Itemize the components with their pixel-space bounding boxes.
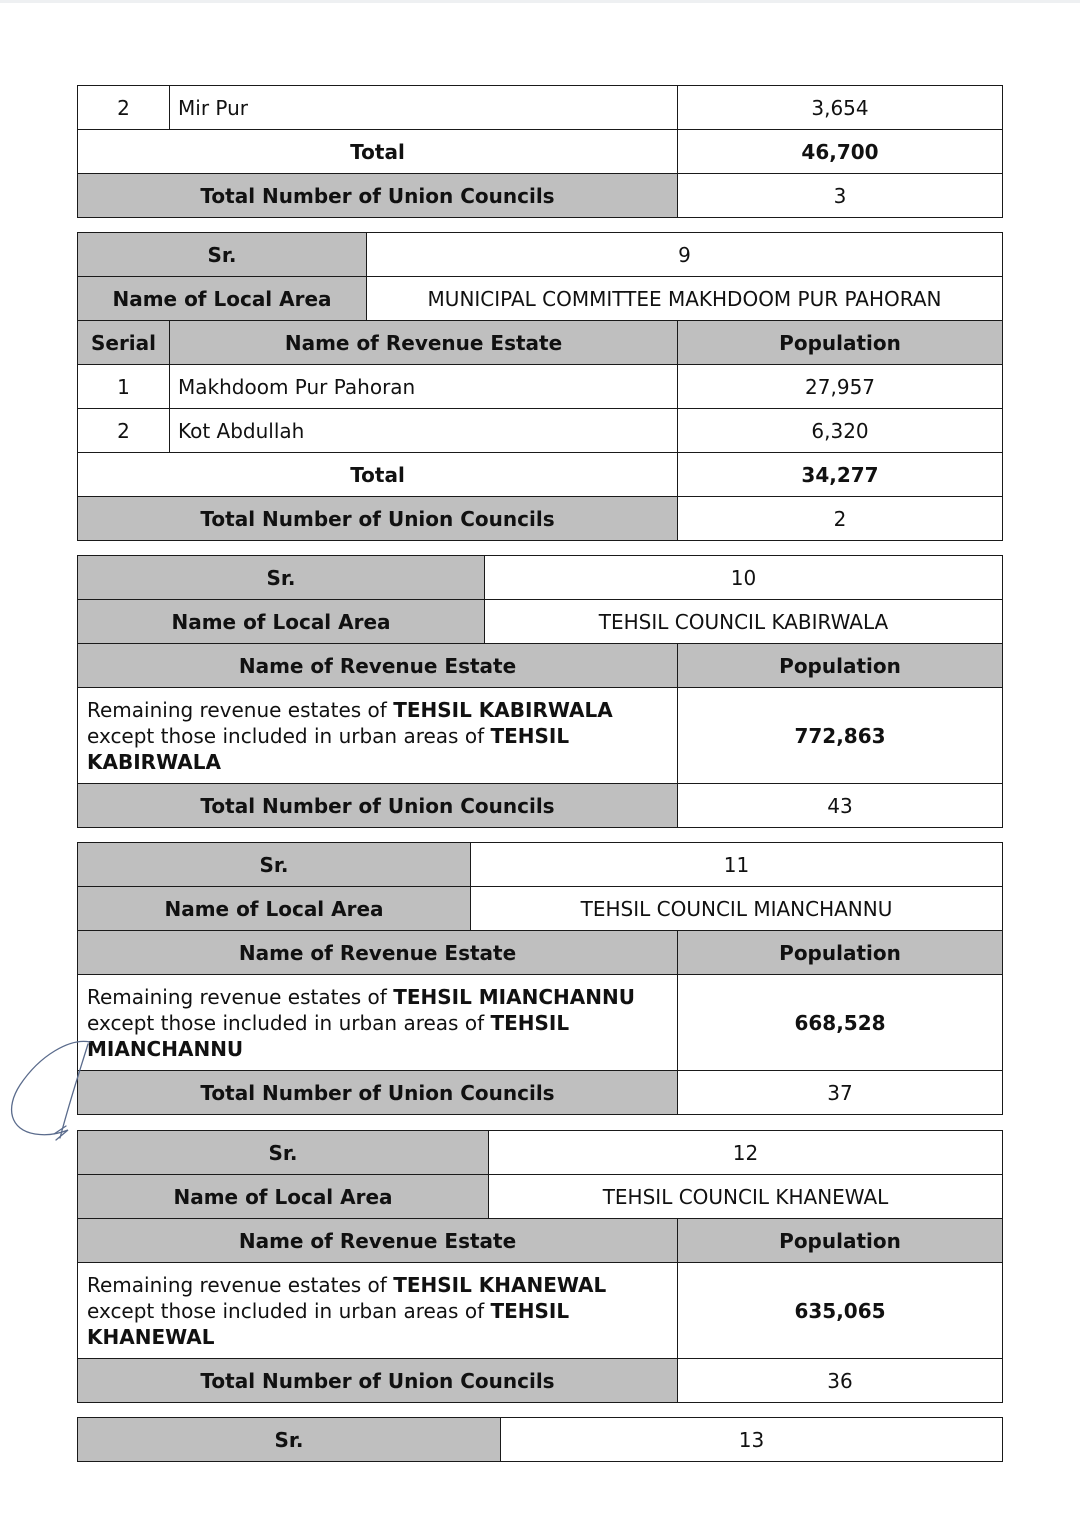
sr-label: Sr. <box>78 556 485 600</box>
union-councils-value: 43 <box>678 784 1003 828</box>
union-councils-label: Total Number of Union Councils <box>78 174 678 218</box>
total-row <box>78 130 1003 174</box>
union-councils-value: 37 <box>678 1071 1003 1115</box>
population-cell: 3,654 <box>678 86 1003 130</box>
sr-label: Sr. <box>78 843 471 887</box>
sr-row <box>78 233 1003 277</box>
serial-header: Serial <box>78 321 170 365</box>
population-cell: 27,957 <box>678 365 1003 409</box>
union-councils-value: 2 <box>678 497 1003 541</box>
population-header: Population <box>678 1219 1003 1263</box>
table-row <box>78 688 1003 784</box>
sr-value: 12 <box>489 1131 1003 1175</box>
local-area-label: Name of Local Area <box>78 600 485 644</box>
sr-row <box>78 556 1003 600</box>
local-area-value: TEHSIL COUNCIL MIANCHANNU <box>471 887 1003 931</box>
total-value: 46,700 <box>678 130 1003 174</box>
column-header-row <box>78 1219 1003 1263</box>
page-top-edge <box>0 0 1080 3</box>
union-councils-label: Total Number of Union Councils <box>78 784 678 828</box>
total-value: 34,277 <box>678 453 1003 497</box>
union-councils-row <box>78 1071 1003 1115</box>
estate-description-cell: Remaining revenue estates of TEHSIL KHANEWAL except those included in urban areas of TEHSIL KHANEWAL <box>78 1263 678 1359</box>
table-row <box>78 86 1003 130</box>
population-cell: 635,065 <box>678 1263 1003 1359</box>
sr-row <box>78 1418 1003 1462</box>
population-header: Population <box>678 644 1003 688</box>
estate-header: Name of Revenue Estate <box>170 321 678 365</box>
serial-cell: 2 <box>78 409 170 453</box>
total-label: Total <box>78 453 678 497</box>
local-area-value: TEHSIL COUNCIL KABIRWALA <box>485 600 1003 644</box>
local-area-row <box>78 887 1003 931</box>
local-area-table-10 <box>77 555 1003 828</box>
sr-value: 9 <box>367 233 1003 277</box>
estate-header: Name of Revenue Estate <box>78 1219 678 1263</box>
population-header: Population <box>678 931 1003 975</box>
sr-row <box>78 1131 1003 1175</box>
local-area-label: Name of Local Area <box>78 1175 489 1219</box>
serial-cell: 2 <box>78 86 170 130</box>
union-councils-value: 3 <box>678 174 1003 218</box>
union-councils-row <box>78 784 1003 828</box>
union-councils-row <box>78 174 1003 218</box>
table-row <box>78 975 1003 1071</box>
estate-description-cell: Remaining revenue estates of TEHSIL KABIRWALA except those included in urban areas of TEHSIL KABIRWALA <box>78 688 678 784</box>
population-cell: 772,863 <box>678 688 1003 784</box>
local-area-table-11 <box>77 842 1003 1115</box>
union-councils-value: 36 <box>678 1359 1003 1403</box>
local-area-table-12 <box>77 1130 1003 1403</box>
sr-value: 11 <box>471 843 1003 887</box>
estate-header: Name of Revenue Estate <box>78 644 678 688</box>
column-header-row <box>78 321 1003 365</box>
sr-label: Sr. <box>78 1131 489 1175</box>
total-row <box>78 453 1003 497</box>
total-label: Total <box>78 130 678 174</box>
local-area-value: MUNICIPAL COMMITTEE MAKHDOOM PUR PAHORAN <box>367 277 1003 321</box>
column-header-row <box>78 931 1003 975</box>
local-area-row <box>78 600 1003 644</box>
union-councils-label: Total Number of Union Councils <box>78 1071 678 1115</box>
sr-label: Sr. <box>78 1418 501 1462</box>
signature-mark-icon <box>0 1030 120 1150</box>
estate-name-cell: Mir Pur <box>170 86 678 130</box>
local-area-label: Name of Local Area <box>78 277 367 321</box>
column-header-row <box>78 644 1003 688</box>
estate-description-cell: Remaining revenue estates of TEHSIL MIANCHANNU except those included in urban areas of TEHSIL MIANCHANNU <box>78 975 678 1071</box>
population-header: Population <box>678 321 1003 365</box>
serial-cell: 1 <box>78 365 170 409</box>
sr-value: 10 <box>485 556 1003 600</box>
local-area-row <box>78 277 1003 321</box>
population-cell: 6,320 <box>678 409 1003 453</box>
sr-value: 13 <box>501 1418 1003 1462</box>
table-row <box>78 409 1003 453</box>
union-councils-row <box>78 497 1003 541</box>
local-area-row <box>78 1175 1003 1219</box>
local-area-label: Name of Local Area <box>78 887 471 931</box>
table-row <box>78 1263 1003 1359</box>
estate-header: Name of Revenue Estate <box>78 931 678 975</box>
table-row <box>78 365 1003 409</box>
local-area-value: TEHSIL COUNCIL KHANEWAL <box>489 1175 1003 1219</box>
sr-label: Sr. <box>78 233 367 277</box>
local-area-table-continued <box>77 85 1003 218</box>
estate-name-cell: Kot Abdullah <box>170 409 678 453</box>
union-councils-row <box>78 1359 1003 1403</box>
population-cell: 668,528 <box>678 975 1003 1071</box>
sr-row <box>78 843 1003 887</box>
union-councils-label: Total Number of Union Councils <box>78 1359 678 1403</box>
estate-name-cell: Makhdoom Pur Pahoran <box>170 365 678 409</box>
union-councils-label: Total Number of Union Councils <box>78 497 678 541</box>
local-area-table-9 <box>77 232 1003 541</box>
local-area-table-13 <box>77 1417 1003 1462</box>
